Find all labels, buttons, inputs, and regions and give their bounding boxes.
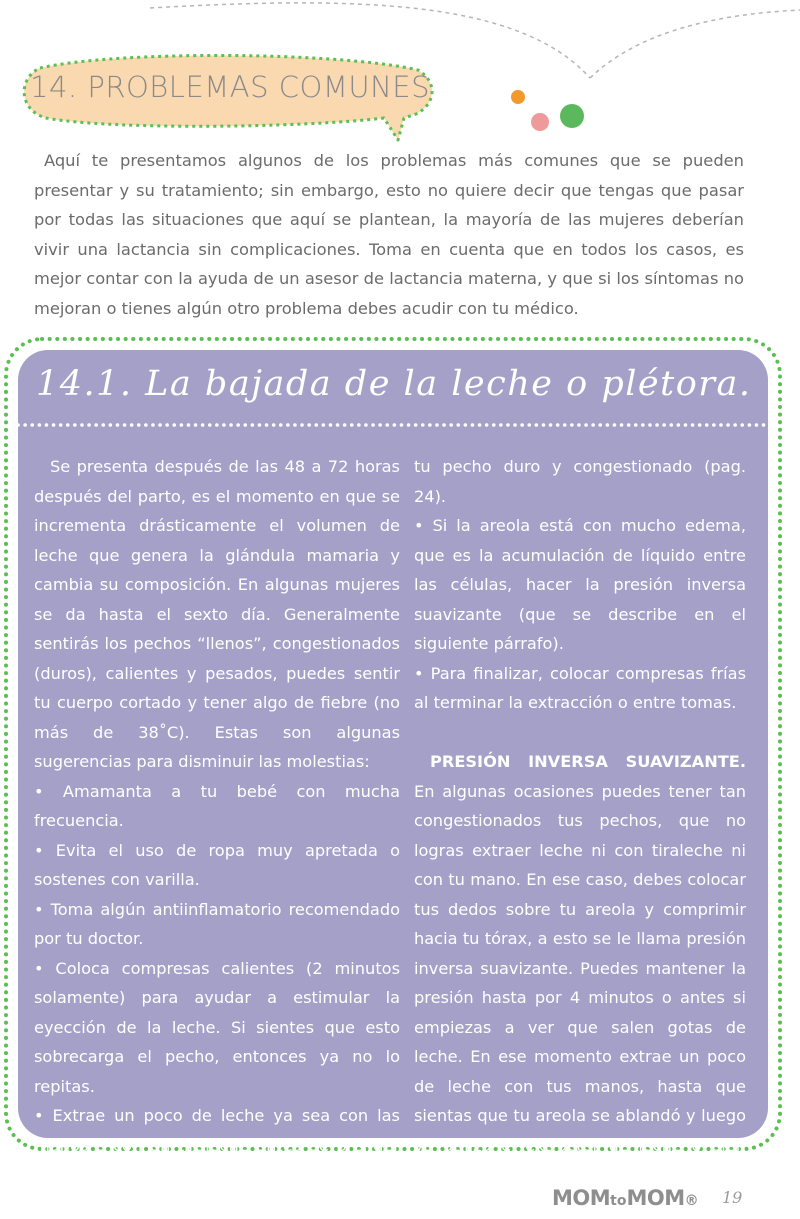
decorative-pink-dot <box>531 113 549 131</box>
presion-text: En algunas ocasiones puedes tener tan congestionados tus pechos, que no logras extraer leche ni con tiraleche ni con tu mano. En ese caso, debes colocar tus dedos sobre tu areola y comprimir hacia tu tórax, a esto se le llama presión inversa suavizante. Puedes mantener la presión hasta por 4 minutos o antes si empiezas a ver que salen gotas de leche. En ese momento extrae un poco de leche con tus manos, hasta que sientas que tu areola se ablandó y luego ya utiliza el extractor de leche o bien pon al bebé al pecho. <box>414 781 746 1184</box>
presion-paragraph <box>414 747 746 1190</box>
bullet-item: • Si la areola está con mucho edema, que es la acumulación de líquido entre las células, hacer la presión inversa suavizante (que se describe en el siguiente párrafo). <box>414 516 746 653</box>
brand-registered: ® <box>684 1193 699 1209</box>
left-column <box>34 452 400 1219</box>
bullet-item: • Evita el uso de ropa muy apretada o sostenes con varilla. <box>34 840 400 889</box>
section-title: 14.1. La bajada de la leche o plétora. <box>36 364 752 404</box>
chapter-title: 14. PROBLEMAS COMUNES <box>30 70 431 104</box>
paragraph: tu pecho duro y congestionado (pag. 24). <box>414 457 746 506</box>
page-number: 19 <box>722 1188 743 1207</box>
decorative-orange-dot <box>511 90 525 104</box>
bullet-item: • Para finalizar, colocar compresas frías al terminar la extracción o entre tomas. <box>414 663 746 712</box>
right-column <box>414 452 746 1190</box>
decorative-dashed-curve <box>590 10 800 78</box>
bullet-item: • Coloca compresas calientes (2 minutos solamente) para ayudar a estimular la eyección de la leche. Si sientes que esto sobrecarga el pecho, entonces ya no lo repitas. <box>34 958 400 1096</box>
bullet-item: • Extrae un poco de leche ya sea con las manos o con un tiraleche antes de prender al pecho al bebé, ya que puede ser difícil para él estando <box>34 1106 400 1214</box>
bullet-item: • Toma algún antiinflamatorio recomendado por tu doctor. <box>34 899 400 948</box>
brand-mom: MOM <box>626 1186 685 1210</box>
spacer <box>414 718 746 748</box>
paragraph: Se presenta después de las 48 a 72 horas después del parto, es el momento en que se incrementa drásticamente el volumen de leche que genera la glándula mamaria y cambia su composición. En algunas mujeres se da hasta el sexto día. Generalmente sentirás los pechos “llenos”, congestionados (duros), calientes y pesados, puedes sentir tu cuerpo cortado y tener algo de fiebre (no más de 38˚C). Estas son algunas sugerencias para disminuir las molestias: <box>34 457 400 771</box>
presion-heading: PRESIÓN INVERSA SUAVIZANTE. <box>430 752 746 771</box>
brand-mom: MOM <box>552 1186 611 1210</box>
bullet-item: • Amamanta a tu bebé con mucha frecuencia. <box>34 781 400 830</box>
intro-paragraph: Aquí te presentamos algunos de los problemas más comunes que se pueden presentar y su tratamiento; sin embargo, esto no quiere decir que tengas que pasar por todas las situaciones que aquí se plantean, la mayoría de las mujeres deberían vivir una lactancia sin complicaciones. Toma en cuenta que en todos los casos, es mejor contar con la ayuda de un asesor de lactancia materna, y que si los síntomas no mejoran o tienes algún otro problema debes acudir con tu médico. <box>34 151 744 318</box>
brand-logo <box>552 1186 699 1210</box>
brand-to: to <box>610 1193 627 1209</box>
decorative-green-dot <box>560 104 584 128</box>
